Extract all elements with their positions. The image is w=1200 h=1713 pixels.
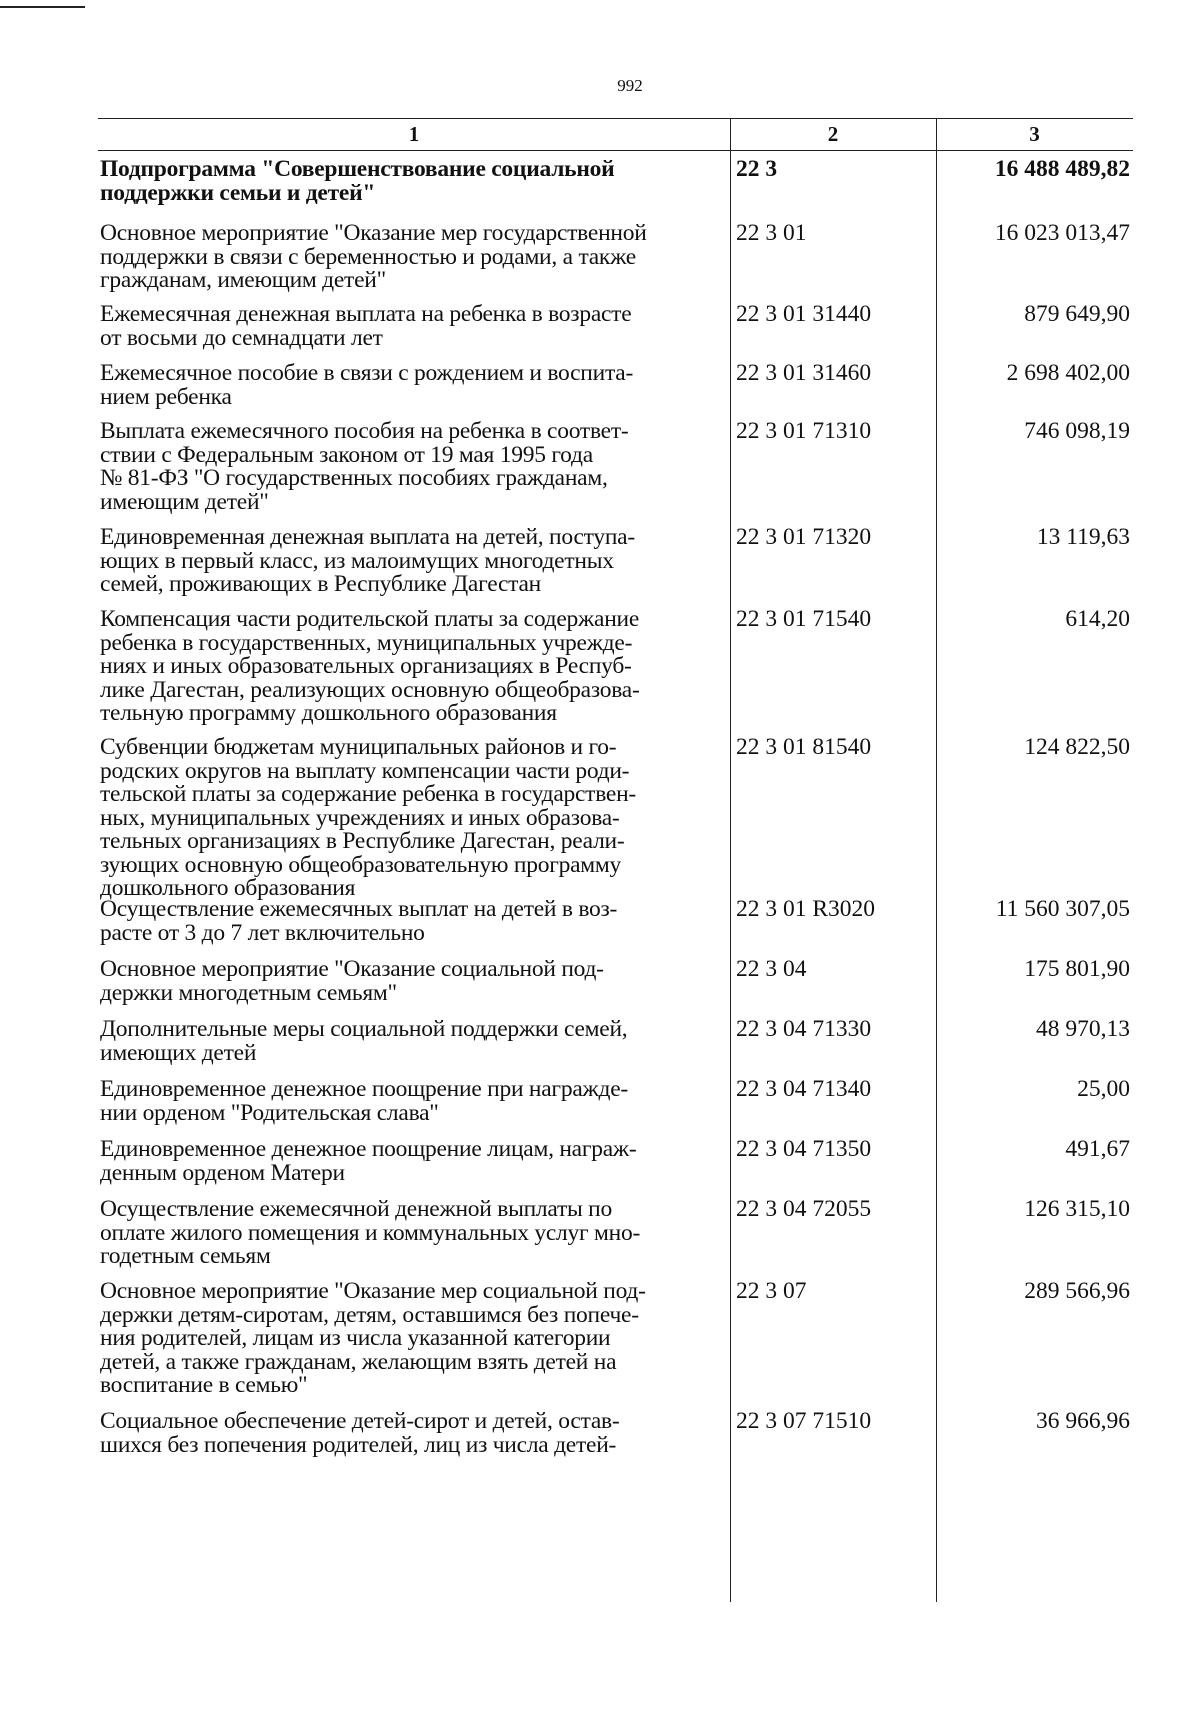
row-amount: 2 698 402,00 xyxy=(1006,360,1130,386)
row-title-line: Единовременное денежное поощрение лицам, награж- xyxy=(100,1136,637,1162)
row-title-line: от восьми до семнадцати лет xyxy=(100,324,383,351)
row-title-line: № 81-ФЗ "О государственных пособиях гражданам, xyxy=(100,465,608,491)
scan-edge-rule xyxy=(0,6,85,8)
row-title-line: зующих основную общеобразовательную программу xyxy=(100,851,621,878)
row-code: 22 3 07 xyxy=(736,1278,807,1304)
header-col-1: 1 xyxy=(408,122,420,146)
row-amount: 13 119,63 xyxy=(1036,524,1130,550)
row-title-line: Основное мероприятие "Оказание мер социальной под- xyxy=(100,1278,646,1304)
row-code: 22 3 01 71320 xyxy=(736,524,872,550)
row-title-line: Основное мероприятие "Оказание мер государственной xyxy=(100,220,647,246)
row-code: 22 3 01 xyxy=(736,220,807,246)
row-amount: 491,67 xyxy=(1065,1136,1130,1162)
row-title-line: ных, муниципальных учреждениях и иных образова- xyxy=(100,804,620,831)
row-title-line: ствии с Федеральным законом от 19 мая 1995 года xyxy=(100,441,593,468)
row-title-line: тельской платы за содержание ребенка в государствен- xyxy=(100,781,636,807)
row-title-line: Подпрограмма "Совершенствование социальной xyxy=(100,156,615,182)
row-amount: 614,20 xyxy=(1065,606,1130,632)
row-title-line: семей, проживающих в Республике Дагестан xyxy=(100,571,541,597)
row-code: 22 3 01 71540 xyxy=(736,606,872,632)
row-title-line: нием ребенка xyxy=(100,383,232,410)
row-title-line: Субвенции бюджетам муниципальных районов и го- xyxy=(100,734,617,760)
row-title-line: гражданам, имеющим детей" xyxy=(100,267,386,293)
row-title xyxy=(100,1410,728,1457)
column-divider-2 xyxy=(936,118,937,1602)
row-title-line: поддержки в связи с беременностью и родами, а также xyxy=(100,243,636,270)
row-title xyxy=(100,362,728,409)
row-amount: 36 966,96 xyxy=(1036,1408,1130,1434)
row-title-line: держки детям-сиротам, детям, оставшимся без попече- xyxy=(100,1301,639,1328)
row-code: 22 3 04 71350 xyxy=(736,1136,872,1162)
row-title-line: Выплата ежемесячного пособия на ребенка в соответ- xyxy=(100,418,629,444)
row-title-line: Осуществление ежемесячных выплат на детей в воз- xyxy=(100,896,618,922)
row-amount: 879 649,90 xyxy=(1024,301,1130,327)
row-code: 22 3 01 31440 xyxy=(736,301,872,327)
table-top-border xyxy=(98,118,1133,119)
row-title-line: тельных организациях в Республике Дагестан, реали- xyxy=(100,828,625,854)
row-code: 22 3 07 71510 xyxy=(736,1408,872,1434)
row-amount: 289 566,96 xyxy=(1024,1278,1130,1304)
row-code: 22 3 01 71310 xyxy=(736,418,872,444)
budget-table xyxy=(98,118,1133,1602)
row-title-line: Основное мероприятие "Оказание социальной под- xyxy=(100,956,604,982)
row-title-line: тельную программу дошкольного образования xyxy=(100,700,557,726)
row-title xyxy=(100,898,728,945)
row-title-line: поддержки семьи и детей" xyxy=(100,179,376,206)
row-amount: 175 801,90 xyxy=(1024,956,1130,982)
row-title-line: имеющих детей xyxy=(100,1039,257,1066)
row-amount: 11 560 307,05 xyxy=(995,896,1130,922)
row-title-line: родских округов на выплату компенсации части роди- xyxy=(100,757,630,784)
row-title xyxy=(100,1018,728,1065)
row-title xyxy=(100,526,728,597)
row-code: 22 3 04 71340 xyxy=(736,1076,872,1102)
row-code: 22 3 04 71330 xyxy=(736,1016,872,1042)
row-code: 22 3 01 31460 xyxy=(736,360,872,386)
page-number: 992 xyxy=(617,76,643,95)
row-amount: 25,00 xyxy=(1077,1076,1130,1102)
row-title xyxy=(100,1280,728,1398)
row-title xyxy=(100,1138,728,1185)
row-title-line: имеющим детей" xyxy=(100,488,269,515)
row-code: 22 3 xyxy=(736,156,778,182)
header-col-3: 3 xyxy=(1029,122,1040,146)
row-code: 22 3 04 xyxy=(736,956,807,982)
row-title-line: Единовременная денежная выплата на детей, поступа- xyxy=(100,524,635,550)
row-title-line: Компенсация части родительской платы за содержание xyxy=(100,606,640,632)
row-code: 22 3 01 R3020 xyxy=(736,896,876,922)
row-title xyxy=(100,958,728,1005)
header-bottom-border xyxy=(98,150,1133,151)
row-amount: 746 098,19 xyxy=(1024,418,1130,444)
row-title-line: дошкольного образования xyxy=(100,875,356,901)
row-title-line: лике Дагестан, реализующих основную общеобразова- xyxy=(100,676,640,703)
row-title-line: ющих в первый класс, из малоимущих многодетных xyxy=(100,547,614,574)
row-title xyxy=(100,608,728,726)
row-title-line: оплате жилого помещения и коммунальных услуг мно- xyxy=(100,1219,641,1246)
row-title-line: Социальное обеспечение детей-сирот и детей, остав- xyxy=(100,1408,620,1434)
row-title-line: Дополнительные меры социальной поддержки семей, xyxy=(100,1016,628,1042)
row-title xyxy=(100,1078,728,1125)
column-divider-1 xyxy=(730,118,731,1602)
row-title-line: ниях и иных образовательных организациях в Респуб- xyxy=(100,653,632,679)
row-title-line: Ежемесячное пособие в связи с рождением и воспита- xyxy=(100,360,634,386)
row-title-line: Единовременное денежное поощрение при награжде- xyxy=(100,1076,628,1102)
row-title xyxy=(100,420,728,514)
row-code: 22 3 04 72055 xyxy=(736,1196,872,1222)
row-title-line: держки многодетным семьям" xyxy=(100,979,397,1006)
row-title xyxy=(100,736,728,901)
row-amount: 124 822,50 xyxy=(1024,734,1130,760)
row-title-line: годетным семьям xyxy=(100,1243,271,1269)
row-title-line: ния родителей, лицам из числа указанной категории xyxy=(100,1325,611,1351)
row-title-line: Осуществление ежемесячной денежной выплаты по xyxy=(100,1196,612,1222)
row-amount: 48 970,13 xyxy=(1036,1016,1130,1042)
row-amount: 16 488 489,82 xyxy=(994,156,1130,182)
header-col-2: 2 xyxy=(827,122,839,146)
row-title xyxy=(100,158,728,205)
row-title xyxy=(100,1198,728,1269)
row-title-line: Ежемесячная денежная выплата на ребенка в возрасте xyxy=(100,301,632,327)
row-title-line: денным орденом Матери xyxy=(100,1159,345,1186)
row-amount: 16 023 013,47 xyxy=(994,220,1130,246)
row-title xyxy=(100,303,728,350)
row-title-line: нии орденом "Родительская слава" xyxy=(100,1099,439,1126)
row-title-line: расте от 3 до 7 лет включительно xyxy=(100,919,425,946)
row-title-line: ребенка в государственных, муниципальных учрежде- xyxy=(100,629,633,656)
row-title-line: шихся без попечения родителей, лиц из числа детей- xyxy=(100,1431,617,1458)
row-amount: 126 315,10 xyxy=(1024,1196,1130,1222)
row-code: 22 3 01 81540 xyxy=(736,734,872,760)
row-title-line: детей, а также гражданам, желающим взять детей на xyxy=(100,1348,617,1375)
row-title xyxy=(100,222,728,293)
row-title-line: воспитание в семью" xyxy=(100,1372,308,1398)
